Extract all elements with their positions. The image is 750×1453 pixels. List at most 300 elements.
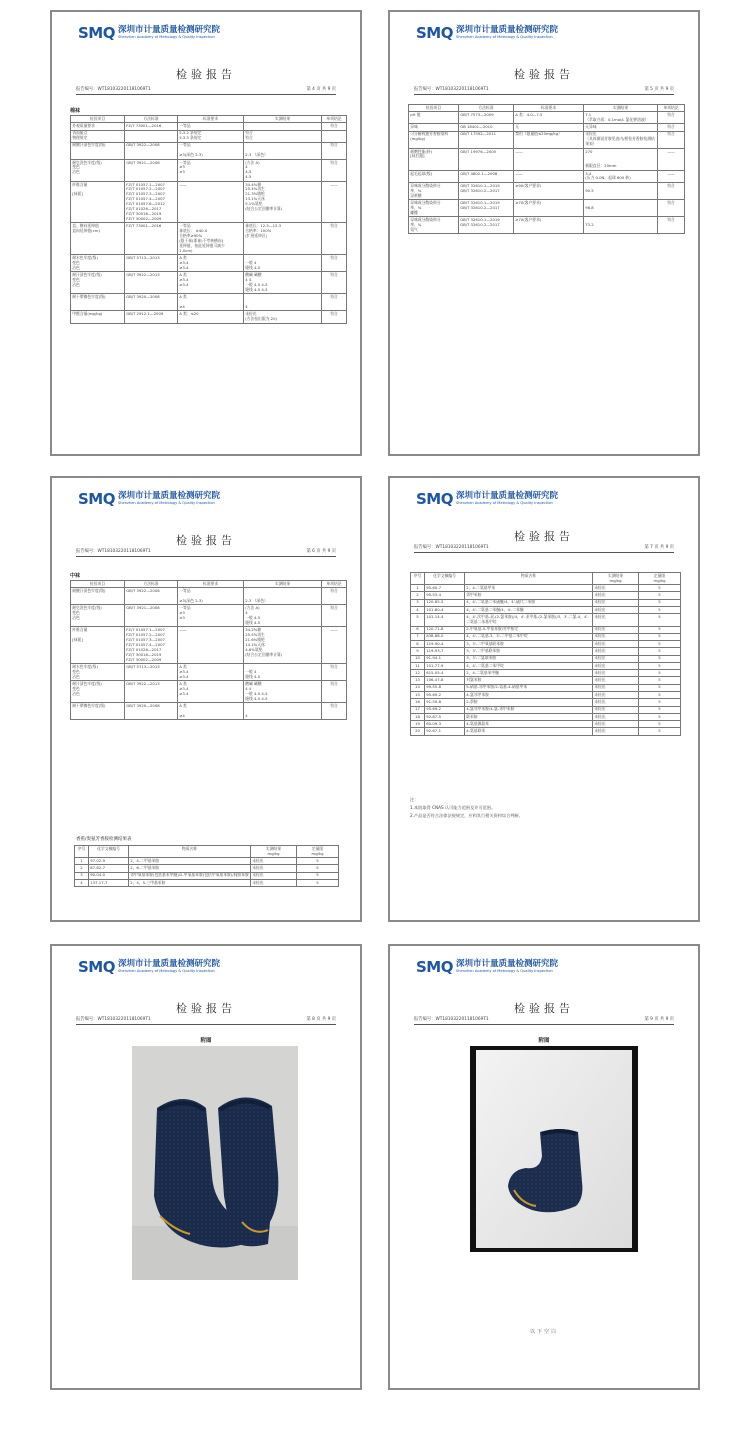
table-cell: GB/T 3921—2008 bbox=[125, 159, 178, 181]
table-cell: 2 bbox=[75, 865, 89, 872]
section-title: 棉袜 bbox=[70, 108, 81, 114]
table-cell: 表面疵点 物理规定 bbox=[71, 130, 125, 142]
table-cell: 未检出 bbox=[251, 858, 297, 865]
table-cell: 未检出 bbox=[593, 692, 639, 699]
table-cell: 5 bbox=[639, 655, 681, 662]
table-cell: 95-69-2 bbox=[425, 692, 465, 699]
report-page-9 bbox=[388, 944, 700, 1390]
table-cell: 5 bbox=[639, 599, 681, 606]
table-row bbox=[71, 255, 347, 272]
table-cell: 11 bbox=[411, 662, 425, 669]
table-cell: A 类 ≥3-4 ≥3-4 bbox=[178, 664, 244, 681]
table-cell: 一般 4 缝线 4-5 bbox=[244, 664, 322, 681]
table-row bbox=[75, 858, 339, 865]
table-cell: —— bbox=[514, 148, 584, 170]
figure-title: 附图 bbox=[200, 1038, 212, 1044]
table-row bbox=[71, 294, 347, 311]
table-cell: GB/T 5713—2013 bbox=[125, 255, 178, 272]
table-cell: 60-09-3 bbox=[425, 721, 465, 728]
table-cell: 耐皂洗色牢度(级) 变色 沾色 bbox=[71, 159, 125, 181]
single-sock-photo bbox=[470, 1046, 638, 1252]
report-title: 检验报告 bbox=[514, 1002, 574, 1015]
table-cell: 3 bbox=[411, 599, 425, 606]
table-cell: 13 bbox=[411, 677, 425, 684]
page-number: 第 6 页 共 9 页 bbox=[306, 549, 336, 554]
report-meta bbox=[414, 1016, 674, 1025]
org-name-en: Shenzhen Academy of Metrology & Quality Inspection bbox=[117, 501, 215, 505]
table-cell: 20 bbox=[411, 728, 425, 735]
amine-results-table bbox=[410, 572, 681, 736]
table-cell: 119-93-7 bbox=[425, 648, 465, 655]
smq-logo: SMQ bbox=[416, 958, 453, 976]
note-line: 1.本院取得 CNAS 认可能力范围及许可范围。 bbox=[410, 805, 496, 810]
table-row bbox=[71, 123, 347, 130]
table-cell: 9 bbox=[411, 648, 425, 655]
table-cell: 未检出 bbox=[593, 699, 639, 706]
column-header: 实测结果 bbox=[584, 105, 658, 112]
table-cell: 2-甲氧基-5-甲基苯胺/对甲酚定 bbox=[465, 626, 593, 633]
table-cell: 3，3'-二甲基联苯胺 bbox=[465, 648, 593, 655]
column-header: 检验项目 bbox=[71, 116, 125, 123]
page-number: 第 8 页 共 9 页 bbox=[306, 1017, 336, 1022]
table-row bbox=[409, 217, 685, 234]
table-cell: GB/T 17592—2011 bbox=[459, 131, 514, 148]
table-cell: 邻甲苯胺 bbox=[465, 592, 593, 599]
table-cell: 2-3 （深色） bbox=[244, 588, 322, 605]
page-number: 第 4 页 共 9 页 bbox=[306, 87, 336, 92]
table-cell: A 类：4.0—7.5 bbox=[514, 112, 584, 124]
table-cell: FZ/T 01057.1—2007 FZ/T 01057.2—2007 FZ/T 01057.3—2007 FZ/T 01057.4—2007 FZ/T 01026—2017 FZ/T 30016—2019 FZ/T 30002—2009 bbox=[125, 627, 178, 664]
table-cell: A 类：≤20 bbox=[178, 311, 244, 323]
org-name-en: Shenzhen Academy of Metrology & Quality Inspection bbox=[455, 969, 553, 973]
table-row bbox=[71, 703, 347, 720]
org-name-en: Shenzhen Academy of Metrology & Quality Inspection bbox=[117, 969, 215, 973]
table-cell: 无异味 bbox=[584, 124, 658, 131]
table-cell: —— bbox=[514, 170, 584, 182]
column-header: 实测结果 bbox=[244, 581, 322, 588]
page-header bbox=[78, 490, 220, 508]
table-cell: GB/T 7573—2009 bbox=[459, 112, 514, 124]
table-cell: 16 bbox=[411, 699, 425, 706]
table-cell: 未检出 bbox=[593, 614, 639, 626]
column-header: 实测结果 mg/kg bbox=[251, 846, 297, 858]
table-cell: 4-氯邻甲苯胺 bbox=[465, 692, 593, 699]
table-cell: 5 bbox=[639, 692, 681, 699]
table-cell: 异味 bbox=[409, 124, 459, 131]
table-row bbox=[409, 112, 685, 124]
column-header: 化学文摘编号 bbox=[89, 846, 129, 858]
table-cell: 符合 bbox=[322, 223, 347, 255]
table-cell: 120-71-8 bbox=[425, 626, 465, 633]
table-row bbox=[411, 713, 681, 720]
table-row bbox=[411, 614, 681, 626]
report-meta bbox=[76, 86, 336, 95]
table-header-row bbox=[71, 581, 347, 588]
sock-pair-photo bbox=[132, 1046, 298, 1280]
table-header-row bbox=[71, 116, 347, 123]
table-cell: 符合 bbox=[322, 294, 347, 311]
table-cell: 101-14-4 bbox=[425, 614, 465, 626]
table-cell: 5 bbox=[639, 699, 681, 706]
table-cell: 联苯胺 bbox=[465, 713, 593, 720]
table-cell: FZ/T 73001—2016 bbox=[125, 223, 178, 255]
table-cell: ≥70(客户要求) bbox=[514, 200, 584, 217]
table-cell: 5 bbox=[639, 662, 681, 669]
table-cell: 未检出 bbox=[251, 865, 297, 872]
page-header bbox=[416, 24, 558, 42]
table-cell: 未检出 bbox=[593, 721, 639, 728]
table-cell: 5 bbox=[297, 858, 339, 865]
smq-logo: SMQ bbox=[78, 24, 115, 42]
note-line: 注： bbox=[410, 797, 419, 802]
table-cell: 4 bbox=[411, 607, 425, 614]
table-row bbox=[71, 605, 347, 627]
table-cell: 270 极限直径：20mm bbox=[584, 148, 658, 170]
table-cell: GB 18401—2010 bbox=[459, 124, 514, 131]
table-cell: 2，4-二氨基苯甲醚 bbox=[465, 670, 593, 677]
table-cell: —— bbox=[178, 627, 244, 664]
report-meta bbox=[414, 86, 674, 95]
table-cell: 符合 bbox=[322, 664, 347, 681]
table-row bbox=[411, 585, 681, 592]
table-cell: —— bbox=[322, 181, 347, 223]
table-row bbox=[71, 142, 347, 159]
table-cell: 异味或分散染料分 率，% 异黄酸 bbox=[409, 183, 459, 200]
table-row bbox=[71, 130, 347, 142]
table-cell: 异味或分散染料分 率，% 螺撒 bbox=[409, 200, 459, 217]
table-cell: 3 bbox=[75, 872, 89, 879]
report-number: 报告编号：WT181032201181069T1 bbox=[76, 1017, 151, 1022]
table-cell: 5 bbox=[297, 872, 339, 879]
report-number: 报告编号：WT181032201181069T1 bbox=[414, 87, 489, 92]
table-row bbox=[409, 148, 685, 170]
table-cell: 5 bbox=[411, 614, 425, 626]
table-cell: 838-88-0 bbox=[425, 633, 465, 640]
table-cell: 耐汗渍色牢度(级) 变色 沾色 bbox=[71, 272, 125, 294]
table-cell: A 类 ≥3-4 ≥3-4 bbox=[178, 681, 244, 703]
table-cell: 5 bbox=[639, 713, 681, 720]
org-name-cn: 深圳市计量质量检测研究院 bbox=[455, 25, 558, 35]
table-cell: 未检出 bbox=[593, 713, 639, 720]
table-row bbox=[71, 627, 347, 664]
table-cell bbox=[244, 123, 322, 130]
table-cell: 袜底长：12.5—13.3 合格率：100% (扩展延伸区) bbox=[244, 223, 322, 255]
table-cell: 符合 bbox=[658, 200, 685, 217]
table-cell: 外观质量要求 bbox=[71, 123, 125, 130]
table-cell: 95-53-4 bbox=[425, 592, 465, 599]
table-cell: 615-05-4 bbox=[425, 670, 465, 677]
table-cell: 对氯苯胺 bbox=[465, 677, 593, 684]
table-cell: GB/T 3921—2008 bbox=[125, 605, 178, 627]
table-row bbox=[71, 181, 347, 223]
table-cell: 8 bbox=[411, 641, 425, 648]
column-header: 实测结果 mg/kg bbox=[593, 573, 639, 585]
table-cell: (方法 A) 4 一般 4-5 缝线 4-5 bbox=[244, 605, 322, 627]
table-row bbox=[411, 721, 681, 728]
report-title: 检验报告 bbox=[176, 534, 236, 547]
table-row bbox=[411, 728, 681, 735]
column-header: 实测结果 bbox=[244, 116, 322, 123]
table-cell: 符合 bbox=[322, 605, 347, 627]
table-row bbox=[411, 670, 681, 677]
table-cell: 5 bbox=[297, 865, 339, 872]
table-row bbox=[411, 662, 681, 669]
org-name-en: Shenzhen Academy of Metrology & Quality Inspection bbox=[455, 501, 553, 505]
org-name-cn: 深圳市计量质量检测研究院 bbox=[117, 25, 220, 35]
table-cell bbox=[322, 130, 347, 142]
section-title: 中袜 bbox=[70, 573, 81, 579]
table-cell: 符合 bbox=[322, 703, 347, 720]
column-header: 化学文摘编号 bbox=[425, 573, 465, 585]
table-cell: GB/T 3922—2013 bbox=[125, 272, 178, 294]
table-cell: 5 bbox=[639, 633, 681, 640]
table-cell: 未检出 bbox=[593, 641, 639, 648]
column-header: 检验项目 bbox=[409, 105, 459, 112]
table-cell: 未检出 bbox=[593, 599, 639, 606]
table-cell: ≥90(客户要求) bbox=[514, 183, 584, 200]
table-cell: GB/T 32610.1—2019 GB/T 32610.2—2017 bbox=[459, 200, 514, 217]
report-meta bbox=[76, 1016, 336, 1025]
table-row bbox=[411, 607, 681, 614]
table-row bbox=[411, 641, 681, 648]
table-cell: GB/T 3922—2013 bbox=[125, 681, 178, 703]
report-page-4 bbox=[50, 10, 362, 456]
table-cell: 符合 bbox=[658, 183, 685, 200]
table-row bbox=[411, 633, 681, 640]
page-header bbox=[78, 958, 220, 976]
table-cell: 90-04-0 bbox=[89, 872, 129, 879]
table-row bbox=[71, 681, 347, 703]
column-header: 物质名称 bbox=[465, 573, 593, 585]
table-cell: 99-55-8 bbox=[425, 684, 465, 691]
table-cell: 未检出 （具体测试芳胺见表内/相检芳香胺检测结果表） bbox=[584, 131, 658, 148]
column-header: 序号 bbox=[411, 573, 425, 585]
table-cell: 12 bbox=[411, 670, 425, 677]
report-title: 检验报告 bbox=[176, 1002, 236, 1015]
column-header: 单项结论 bbox=[322, 116, 347, 123]
table-cell: 符合 bbox=[658, 131, 685, 148]
table-cell: FZ/T 01057.1—2007 FZ/T 01057.2—2007 FZ/T 01057.3—2007 FZ/T 01057.4—2007 FZ/T 01057.8—2012 FZ/T 01026—2017 FZ/T 30016—2019 FZ/T 30002—2009 bbox=[125, 181, 178, 223]
table-row bbox=[411, 699, 681, 706]
table-cell: 耐干摩擦色牢度(级) bbox=[71, 703, 125, 720]
table-cell: 一等品 袜底长： ≥40.0 合格率≥90% (限于袜(即袜)不考核横向) 延伸值，按此延伸值可减少 1.0cm) bbox=[178, 223, 244, 255]
table-row bbox=[75, 872, 339, 879]
table-row bbox=[75, 880, 339, 887]
table-cell: 119-90-4 bbox=[425, 641, 465, 648]
table-cell: 1 bbox=[411, 585, 425, 592]
org-name-cn: 深圳市计量质量检测研究院 bbox=[455, 959, 558, 969]
table-cell: 符合 bbox=[658, 124, 685, 131]
table-cell: 2，4-二氨基甲苯 bbox=[465, 585, 593, 592]
table-cell: 甲醛含量(mg/kg) bbox=[71, 311, 125, 323]
table-cell: 92-87-5 bbox=[425, 713, 465, 720]
table-cell: 未检出 bbox=[593, 670, 639, 677]
table-cell: 5 bbox=[297, 880, 339, 887]
org-name-en: Shenzhen Academy of Metrology & Quality Inspection bbox=[117, 35, 215, 39]
table-cell: GB/T 2912.1—2009 bbox=[125, 311, 178, 323]
table-cell: 17 bbox=[411, 706, 425, 713]
table-cell: 120-85-5 bbox=[425, 599, 465, 606]
table-cell: 符合 bbox=[322, 588, 347, 605]
table-cell: 4，4'-二氨基-3，3'-二甲基二苯甲烷 bbox=[465, 633, 593, 640]
table-cell: 34.2%棉 25.5%再生 21.6%腈纶 14.1%天丝 4.6%氨纶 (结合公定回潮率计算) bbox=[244, 627, 322, 664]
table-cell: 137-17-7 bbox=[89, 880, 129, 887]
table-header-row bbox=[409, 105, 685, 112]
table-cell: 1 bbox=[75, 858, 89, 865]
table-cell: pH 值 bbox=[409, 112, 459, 124]
table-cell: GB/T 4802.1—2008 bbox=[459, 170, 514, 182]
report-page-6 bbox=[50, 476, 362, 922]
column-header: 定量限 mg/kg bbox=[297, 846, 339, 858]
table-cell: GB/T 3920—2008 bbox=[125, 294, 178, 311]
table-cell: 2 bbox=[411, 592, 425, 599]
table-cell: 95-69-2 bbox=[425, 706, 465, 713]
table-cell: 2，4-二甲基苯胺 bbox=[129, 858, 251, 865]
table-cell: 未检出 bbox=[593, 592, 639, 599]
table-cell: 一等品 ≥3 ≥3 bbox=[178, 159, 244, 181]
table-cell: 一等品 ≥3(深色 2-3) bbox=[178, 142, 244, 159]
table-cell: 耐酸汗渍色牢度(级) bbox=[71, 588, 125, 605]
table-cell: 未检出 bbox=[593, 706, 639, 713]
table-cell: 5 bbox=[639, 670, 681, 677]
table-cell: 符合 bbox=[322, 255, 347, 272]
table-cell: 5 bbox=[639, 592, 681, 599]
table-cell: 耐汗渍色牢度(级) 变色 沾色 bbox=[71, 681, 125, 703]
report-number: 报告编号：WT181032201181069T1 bbox=[76, 87, 151, 92]
table-row bbox=[75, 865, 339, 872]
table-cell: 4，4'-次甲基-双-(2-氯苯胺)/4，4'-亚甲基-(2-氯苯胺)/3，3'-二氯-4，4'-二氨基二苯基甲烷 bbox=[465, 614, 593, 626]
column-header: 物质名称 bbox=[129, 846, 251, 858]
table-cell: 3，3'-二甲氧基联苯胺 bbox=[465, 641, 593, 648]
table-cell: 邻甲氧基苯胺(包括基苯甲醚)/2-甲氧基苯胺(包括甲氧基苯胺)/间胺苯胺 bbox=[129, 872, 251, 879]
table-row bbox=[71, 272, 347, 294]
table-cell: 6 bbox=[411, 626, 425, 633]
table-cell: 未检出 bbox=[593, 626, 639, 633]
table-cell: 酸碱 碱酸 4 4 一般 4-5 4-5 缝线 4-5 4-5 bbox=[244, 272, 322, 294]
smq-logo: SMQ bbox=[416, 24, 453, 42]
table-header-row bbox=[75, 846, 339, 858]
org-name-cn: 深圳市计量质量检测研究院 bbox=[455, 491, 558, 501]
table-cell: 5 bbox=[639, 641, 681, 648]
table-cell: 符合 bbox=[322, 159, 347, 181]
column-header: 定量限 mg/kg bbox=[639, 573, 681, 585]
table-cell: 符合 bbox=[658, 217, 685, 234]
table-cell: 耐酸汗渍色牢度(级) bbox=[71, 142, 125, 159]
table-cell: 4-氨基偶氮苯 bbox=[465, 721, 593, 728]
table-cell: FZ/T 73001—2016 bbox=[125, 123, 178, 130]
table-cell: 符合 bbox=[658, 112, 685, 124]
table-cell: 可分解致癌芳香胺染料(mg/kg) bbox=[409, 131, 459, 148]
table-cell: 87-62-7 bbox=[89, 865, 129, 872]
report-title: 检验报告 bbox=[176, 68, 236, 81]
table-cell: A 类 ≥3-4 ≥3-4 bbox=[178, 272, 244, 294]
table-row bbox=[71, 311, 347, 323]
table-row bbox=[71, 159, 347, 181]
table-cell: 5 bbox=[639, 648, 681, 655]
table-row bbox=[411, 626, 681, 633]
table-row bbox=[71, 223, 347, 255]
table-cell: 5 bbox=[639, 626, 681, 633]
table-cell: 4-氨基联苯 bbox=[465, 728, 593, 735]
table-cell bbox=[125, 130, 178, 142]
table-cell: 5 bbox=[639, 607, 681, 614]
table-cell: 未检出 bbox=[593, 648, 639, 655]
table-row bbox=[409, 170, 685, 182]
page-number: 第 5 页 共 9 页 bbox=[644, 87, 674, 92]
table-cell: 96.8 bbox=[584, 200, 658, 217]
table-cell: 15 bbox=[411, 692, 425, 699]
test-results-table bbox=[408, 104, 685, 234]
table-cell: 未检出 bbox=[593, 662, 639, 669]
page-number: 第 7 页 共 9 页 bbox=[644, 545, 674, 550]
table-cell: 106-47-8 bbox=[425, 677, 465, 684]
figure-title: 附图 bbox=[538, 1038, 550, 1044]
table-row bbox=[411, 692, 681, 699]
amine-table-title: 香蕉/奥氨芳香胺检测结果表 bbox=[76, 837, 132, 842]
table-cell: 未检出 bbox=[593, 633, 639, 640]
table-cell: 起毛起球(级) bbox=[409, 170, 459, 182]
table-cell: 未检出 bbox=[593, 684, 639, 691]
table-cell: 未检出 bbox=[593, 728, 639, 735]
table-cell: 耐干摩擦色牢度(级) bbox=[71, 294, 125, 311]
note-line: 2.产品是否符合法律法规规定，应和其行相关资料综合判断。 bbox=[410, 813, 523, 818]
table-cell: 未检出 bbox=[251, 880, 297, 887]
test-results-table bbox=[70, 580, 347, 720]
page-header bbox=[78, 24, 220, 42]
table-cell: 耐磨性能(转) [袜后跟] bbox=[409, 148, 459, 170]
table-cell: 一等品 ≥3 ≥3 bbox=[178, 605, 244, 627]
table-cell: 14 bbox=[411, 684, 425, 691]
table-cell: 一般 4 缝线 4-5 bbox=[244, 255, 322, 272]
column-header: 标准要求 bbox=[178, 116, 244, 123]
table-cell: 耐水色牢度(级) 变色 沾色 bbox=[71, 664, 125, 681]
report-meta bbox=[414, 544, 674, 553]
table-cell: 4，4'-二氨基二苯硫醚/4，4'-硫代二苯胺 bbox=[465, 599, 593, 606]
table-cell: 10 bbox=[411, 655, 425, 662]
table-row bbox=[411, 706, 681, 713]
table-row bbox=[411, 592, 681, 599]
report-page-7 bbox=[388, 476, 700, 922]
report-page-5 bbox=[388, 10, 700, 456]
table-cell: 一等品 ≥3(深色 2-3) bbox=[178, 588, 244, 605]
table-cell: 101-80-4 bbox=[425, 607, 465, 614]
table-cell: 101-77-9 bbox=[425, 662, 465, 669]
page-header bbox=[416, 958, 558, 976]
table-cell: 2，6-二甲基苯胺 bbox=[129, 865, 251, 872]
table-cell: 符合 bbox=[322, 142, 347, 159]
table-cell: 91-94-1 bbox=[425, 655, 465, 662]
table-row bbox=[411, 648, 681, 655]
table-row bbox=[71, 664, 347, 681]
table-cell: 5 bbox=[639, 585, 681, 592]
org-name-en: Shenzhen Academy of Metrology & Quality Inspection bbox=[455, 35, 553, 39]
table-cell: 18 bbox=[411, 713, 425, 720]
table-cell: 19 bbox=[411, 721, 425, 728]
column-header: 方法标准 bbox=[459, 105, 514, 112]
test-results-table bbox=[70, 115, 347, 324]
table-cell: 2，4，5-三甲基苯胺 bbox=[129, 880, 251, 887]
table-cell: 92-67-1 bbox=[425, 728, 465, 735]
table-cell: 符合 bbox=[322, 272, 347, 294]
table-cell: 4，4'-二氨基二苯醚/4，4'-二苯醚 bbox=[465, 607, 593, 614]
table-cell: 2-萘胺 bbox=[465, 699, 593, 706]
column-header: 单项结论 bbox=[322, 581, 347, 588]
table-cell: 7 bbox=[411, 633, 425, 640]
table-cell: 禁用（限量值≤20mg/kg） bbox=[514, 131, 584, 148]
table-row bbox=[71, 588, 347, 605]
table-cell: 耐皂洗色牢度(级) 变色 沾色 bbox=[71, 605, 125, 627]
table-row bbox=[411, 677, 681, 684]
